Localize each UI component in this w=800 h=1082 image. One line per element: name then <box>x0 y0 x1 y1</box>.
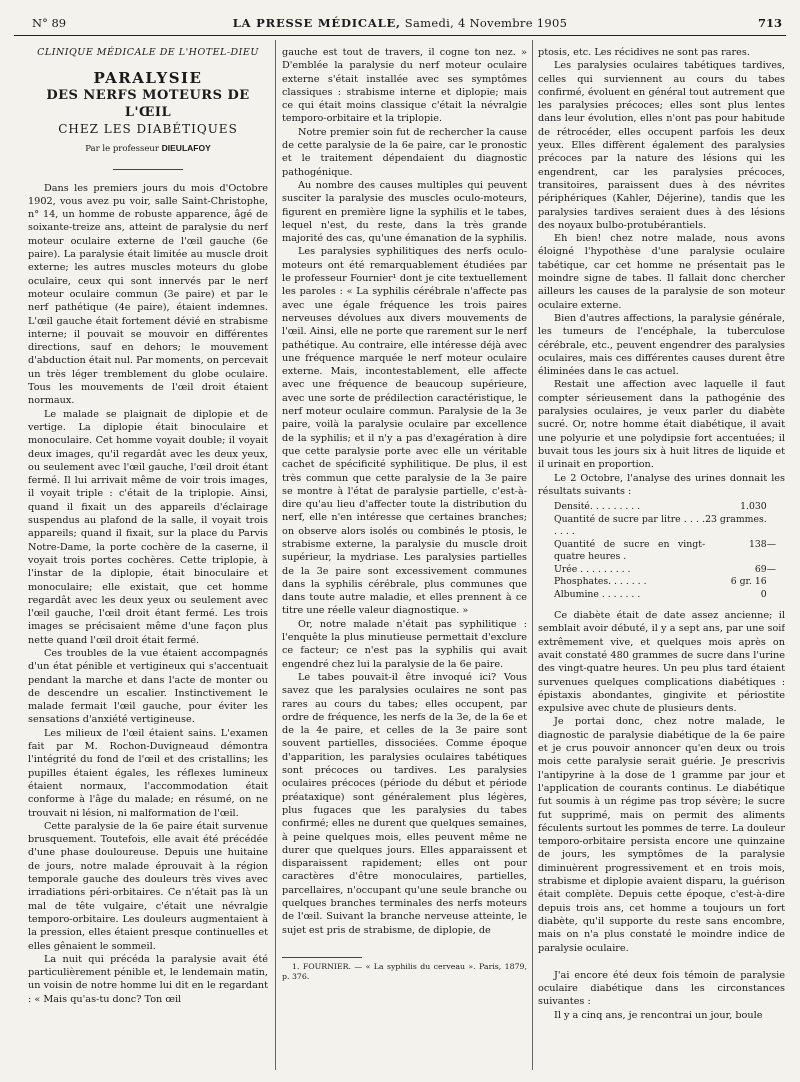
paragraph: Les milieux de l'œil étaient sains. L'examen fait par M. Rochon-Duvigneaud démontra l'intégrité du fond de l'œil et des cristallins; les pupilles étaient égales, les réflexes lumineux étaient normaux, l'accommodation était conforme à l'âge du malade; en résumé, on ne trouvait ni lésion, ni malformation de l'œil. <box>28 727 268 819</box>
footnote-rule <box>282 957 362 958</box>
paragraph: ptosis, etc. Les récidives ne sont pas rares. <box>538 47 750 58</box>
table-unit <box>767 589 776 602</box>
issue-date: Samedi, 4 Novembre 1905 <box>404 16 568 30</box>
paragraph: Le tabes pouvait-il être invoqué ici? Vous savez que les paralysies oculaires ne sont pas rares au cours du tabes; elles occupent, par ordre de fréquence, les nerfs de la 3e, de la 6e et de la 4e paire, et celles de la 3e paire sont souvent partielles, dissociées. Comme époque d'apparition, les paralysies oculaires tabétiques sont précoces ou tardives. Les paralysies oculaires précoces (période du début et période préataxique) sont généralement plus légères, plus fugaces que les paralysies du tabes confirmé; elles ne durent que quelques semaines, à peine quelques mois, elles peuvent même ne durer que quelques jours. Elles apparaissent et disparaissent rapidement; elles ont pour caractères d'être monoculaires, partielles, parcellaires, n'occupant qu'une seule branche ou quelques branches terminales des nerfs moteurs de l'œil. Suivant la branche nerveuse atteinte, le sujet est pris de strabisme, de diplopie, de <box>282 671 527 936</box>
urine-analysis-table <box>554 501 776 601</box>
paragraph: Notre premier soin fut de rechercher la cause de cette paralysie de la 6e paire, car le pronostic et le traitement dépendaient du diagnostic pathogénique. <box>282 126 527 178</box>
header-rule <box>14 35 786 36</box>
table-value: 1.030 <box>740 501 767 513</box>
paragraph: Il y a cinq ans, je rencontrai un jour, boule <box>554 1009 763 1021</box>
table-label: Quantité de sucre par litre . . . . . . . . <box>554 513 706 538</box>
table-value: 23 grammes. <box>705 513 767 525</box>
table-value: 138 <box>748 538 767 550</box>
paragraph: Cette paralysie de la 6e paire était survenue brusquement. Toutefois, elle avait été précédée d'une phase douloureuse. Depuis une huitaine de jours, notre malade éprouvait à la région temporale gauche des douleurs très vives avec irradiations péri-orbitaires. Ce n'était pas là un mal de tête vulgaire, c'était une névralgie temporo-orbitaire. Les douleurs augmentaient à la pression, elles étaient presque continuelles et elles gênaient le sommeil. <box>28 820 268 952</box>
journal-name: LA PRESSE MÉDICALE, <box>232 16 401 30</box>
page-number: 713 <box>757 16 782 30</box>
table-label: Phosphates. . . . . . . <box>554 576 647 588</box>
table-row <box>554 501 776 514</box>
table-row <box>554 589 776 602</box>
table-value: 0 <box>760 588 767 600</box>
table-value: 6 gr. 16 <box>730 576 767 588</box>
column-2 <box>282 46 527 1076</box>
column-divider <box>275 40 276 1070</box>
column-divider <box>532 40 533 1070</box>
paragraph: La nuit qui précéda la paralysie avait été particulièrement pénible et, le lendemain matin, un voisin de notre homme lui dit en le regardant : « Mais qu'as-tu donc? Ton œil <box>28 953 268 1005</box>
article-title-line3: CHEZ LES DIABÉTIQUES <box>58 122 238 137</box>
table-row <box>554 576 776 589</box>
paragraph: Bien d'autres affections, la paralysie générale, les tumeurs de l'encéphale, la tuberculose cérébrale, etc., peuvent engendrer des paralysies oculaires, mais ces différentes causes durent être éliminées dans le cas actuel. <box>538 312 785 378</box>
author-name: DIEULAFOY <box>161 143 211 154</box>
clinic-heading: CLINIQUE MÉDICALE DE L'HOTEL-DIEU <box>37 47 259 58</box>
table-unit <box>767 576 776 589</box>
paragraph: Or, notre malade n'était pas syphilitique : l'enquête la plus minutieuse permettait d'exclure ce facteur; ce n'est pas la syphilis qui avait engendré chez lui la paralysie de la 6e paire. <box>282 618 527 670</box>
paragraph: Le 2 Octobre, l'analyse des urines donnait les résultats suivants : <box>538 472 785 497</box>
table-row <box>554 514 776 539</box>
footnote: 1. FOURNIER. — « La syphilis du cerveau ». Paris, 1879, p. 376. <box>282 961 527 981</box>
paragraph: Ces troubles de la vue étaient accompagnés d'un état pénible et vertigineux qui s'accentuait pendant la marche et dans l'acte de monter ou de descendre un escalier. Instinctivement le malade fermait l'œil gauche, pour éviter les sensations d'anxiété vertigineuse. <box>28 647 268 726</box>
running-title <box>14 14 786 32</box>
paragraph: Dans les premiers jours du mois d'Octobre 1902, vous avez pu voir, salle Saint-Christophe, n° 14, un homme de robuste apparence, âgé de soixante-treize ans, atteint de paralysie du nerf moteur oculaire externe de l'œil gauche (6e paire). La paralysie était limitée au muscle droit externe; les autres muscles moteurs du globe oculaire, ceux qui sont innervés par le nerf moteur oculaire commun (3e paire) et par le nerf pathétique (4e paire), étaient indemnes. L'œil gauche était fortement dévié en strabisme interne; il pouvait se mouvoir en différentes directions, sauf en dehors; le mouvement d'abduction était nul. Par moments, on percevait un très léger tremblement du globe oculaire. Tous les mouvements de l'œil droit étaient normaux. <box>28 182 268 407</box>
column-1 <box>28 46 268 1076</box>
page-header <box>14 14 786 32</box>
paragraph: Eh bien! chez notre malade, nous avons éloigné l'hypothèse d'une paralysie oculaire tabétique, car cet homme ne présentait pas le moindre signe de tabes. Il fallait donc chercher ailleurs les causes de la paralysie de son moteur oculaire externe. <box>538 233 785 311</box>
table-value: 69 <box>754 563 767 575</box>
author-prefix: Par le professeur <box>85 144 159 155</box>
paragraph: Les paralysies syphilitiques des nerfs oculo-moteurs ont été remarquablement étudiées par le professeur Fournier¹ dont je cite textuellement les paroles : « La syphilis cérébrale n'affecte pas avec une égale fréquence les trois paires nerveuses dévolues aux divers mouvements de l'œil. Ainsi, elle ne porte que rarement sur le nerf pathétique. Au contraire, elle intéresse déjà avec une fréquence marquée le nerf moteur oculaire externe. Mais, incontestablement, elle affecte avec une fréquence de beaucoup supérieure, avec une sorte de prédilection caractéristique, le nerf moteur oculaire commun. Paralysie de la 3e paire, voilà la paralysie oculaire par excellence de la syphilis; et il n'y a pas d'exagération à dire que cette paralysie porte avec elle un véritable cachet de spécificité syphilitique. De plus, il est très commun que cette paralysie de la 3e paire se montre à l'état de paralysie partielle, c'est-à-dire qu'au lieu d'affecter toute la distribution du nerf, elle n'en intéresse que certaines branches; on observe alors isolés ou combinés le ptosis, le strabisme externe, la paralysie du muscle droit supérieur, la mydriase. Les paralysies partielles de la 3e paire sont excessivement communes dans la syphilis cérébrale, plus communes que dans toute autre maladie, et elles prennent à ce titre une réelle valeur diagnostique. » <box>282 246 527 617</box>
table-unit: — <box>766 538 776 550</box>
paragraph: gauche est tout de travers, il cogne ton nez. » D'emblée la paralysie du nerf moteur oculaire externe s'était installée avec ses symptômes classiques : strabisme interne et diplopie; mais ce qui était moins classique c'était la névralgie temporo-orbitaire et la triplopie. <box>282 47 527 125</box>
paragraph: Je portai donc, chez notre malade, le diagnostic de paralysie diabétique de la 6e paire et je crus pouvoir annoncer qu'en deux ou trois mois cette paralysie serait guérie. Je prescrivis l'antipyrine à la dose de 1 gramme par jour et l'application de courants continus. Le diabétique fut soumis à un régime pas trop sévère; le sucre fut supprimé, mais on permit des aliments féculents surtout les pommes de terre. La douleur temporo-orbitaire persista encore une quinzaine de jours, les symptômes de la paralysie diminuèrent progressivement et en trois mois, strabisme et diplopie avaient disparu, la guérison était complète. Depuis cette époque, c'est-à-dire depuis trois ans, cet homme a toujours un fort diabète, qu'il supporte du reste sans encombre, mais on n'a plus constaté le moindre indice de paralysie oculaire. <box>538 716 785 954</box>
table-label: Urée . . . . . . . . . <box>554 563 631 575</box>
paragraph: Au nombre des causes multiples qui peuvent susciter la paralysie des muscles oculo-moteurs, figurent en première ligne la syphilis et le tabes, lequel n'est, du reste, dans la très grande majorité des cas, qu'une émanation de la syphilis. <box>282 179 527 245</box>
title-separator <box>113 169 183 170</box>
article-title-line2: DES NERFS MOTEURS DE L'ŒIL <box>46 88 250 121</box>
table-unit <box>767 514 776 539</box>
table-row <box>554 564 776 577</box>
paragraph: J'ai encore été deux fois témoin de paralysie oculaire diabétique dans les circonstances suivantes : <box>538 969 785 1008</box>
table-unit <box>767 501 776 514</box>
issue-number: N° 89 <box>32 16 67 30</box>
paragraph: Restait une affection avec laquelle il faut compter sérieusement dans la pathogénie des paralysies oculaires, je veux parler du diabète sucré. Or, notre homme était diabétique, il avait une polyurie et une polydipsie fort accentuées; il buvait tous les jours six à huit litres de liquide et il urinait en proportion. <box>538 379 785 471</box>
table-label: Albumine . . . . . . . <box>554 588 641 600</box>
table-label: Quantité de sucre en vingt-quatre heures . <box>554 538 706 563</box>
column-3 <box>538 46 785 1076</box>
table-unit: — <box>766 563 776 575</box>
article-title-line1: PARALYSIE <box>93 69 203 88</box>
paragraph: Le malade se plaignait de diplopie et de vertige. La diplopie était binoculaire et monoculaire. Cet homme voyait double; il voyait deux images, qu'il regardât avec les deux yeux, ou seulement avec l'œil gauche, l'œil droit étant fermé. Il lui arrivait même de voir trois images, il voyait triple : c'était de la triplopie. Ainsi, quand il fixait un des appareils d'éclairage suspendus au plafond de la salle, il voyait trois appareils; quand il fixait, sur la place du Parvis Notre-Dame, la porte cochère de la caserne, il voyait trois portes cochères. Cette triplopie, à l'instar de la diplopie, était binoculaire et monoculaire; elle existait, que cet homme regardât avec les deux yeux ou seulement avec l'œil gauche, l'œil droit étant fermé. Les trois images se précisaient même d'une façon plus nette quand l'œil droit était fermé. <box>28 408 268 646</box>
paragraph: Les paralysies oculaires tabétiques tardives, celles qui surviennent au cours du tabes confirmé, évoluent en général tout autrement que les paralysies précoces; elles sont plus lentes dans leur évolution, elles n'ont pas pour habitude de rétrocéder, elles occupent parfois les deux yeux. Elles diffèrent également des paralysies précoces par la nature des lésions qui les engendrent, car les paralysies précoces, transitoires, paraissent dues à des névrites périphériques (Kahler, Déjerine), tandis que les paralysies tardives seraient dues à des lésions des noyaux bulbo-protubérantiels. <box>538 60 785 231</box>
table-label: Densité. . . . . . . . . <box>554 501 641 513</box>
table-row <box>554 539 776 564</box>
paragraph: Ce diabète était de date assez ancienne; il semblait avoir débuté, il y a sept ans, par une soif extrêmement vive, et quelques mois après on avait constaté 480 grammes de sucre dans l'urine des vingt-quatre heures. Un peu plus tard étaient survenues quelques complications diabétiques : épistaxis abondantes, gingivite et périostite expulsive avec chute de plusieurs dents. <box>538 610 785 715</box>
author-line <box>28 142 268 156</box>
